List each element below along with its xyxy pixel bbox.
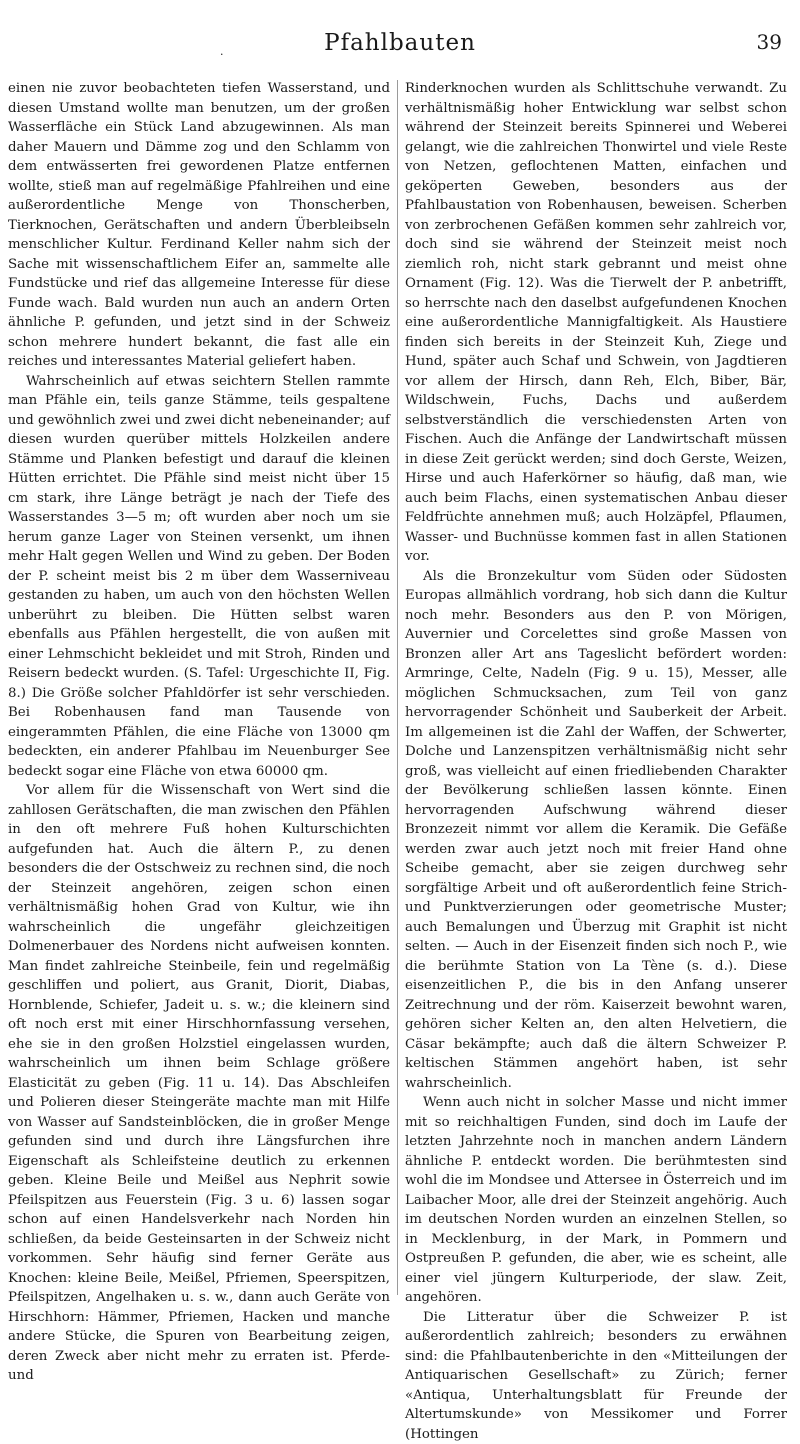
right-paragraph-3: Wenn auch nicht in solcher Masse und nicht immer mit so reichhaltigen Funden, sind doch im Laufe der letzten Jahrzehnte noch in manchen andern Ländern ähnliche P. entdeckt worden. Die berühmtesten sind wohl die im Mondsee und Attersee in Österreich und im Laibacher Moor, alle drei der Steinzeit angehörig. Auch im deutschen Norden wurden an einzelnen Stellen, so in Mecklenburg, in der Mark, in Pommern und Ostpreußen P. gefunden, die aber, wie es scheint, alle einer viel jüngern Kulturperiode, der slaw. Zeit, angehören. bbox=[405, 1093, 787, 1308]
page-number: 39 bbox=[757, 30, 782, 54]
right-paragraph-4: Die Litteratur über die Schweizer P. ist außerordentlich zahlreich; besonders zu erwähnen sind: die Pfahlbautenberichte in den «Mitteilungen der Antiquarischen Gesellschaft» zu Zürich; ferner «Antiqua, Unterhaltungsblatt für Freunde der Altertumskunde» von Messikomer und Forrer (Hottingen bbox=[405, 1308, 787, 1444]
left-column bbox=[8, 79, 390, 1299]
header-mark: · bbox=[220, 48, 224, 61]
left-paragraph-1: einen nie zuvor beobachteten tiefen Wasserstand, und diesen Umstand wollte man benutzen, um der großen Wasserfläche ein Stück Land abzugewinnen. Als man daher Mauern und Dämme zog und den Schlamm von dem entwässerten frei gewordenen Platze entfernen wollte, stieß man auf regelmäßige Pfahlreihen und eine außerordentliche Menge von Thonscherben, Tierknochen, Gerätschaften und andern Überbleibseln menschlicher Kultur. Ferdinand Keller nahm sich der Sache mit wissenschaftlichem Eifer an, sammelte alle Fundstücke und rief das allgemeine Interesse für diese Funde wach. Bald wurden nun auch an andern Orten ähnliche P. gefunden, und jetzt sind in der Schweiz schon mehrere hundert bekannt, die fast alle ein reiches und interessantes Material geliefert haben. bbox=[8, 79, 390, 372]
running-head-title: Pfahlbauten bbox=[12, 30, 788, 56]
left-paragraph-3: Vor allem für die Wissenschaft von Wert sind die zahllosen Gerätschaften, die man zwischen den Pfählen in den oft mehrere Fuß hohen Kulturschichten aufgefunden hat. Auch die ältern P., zu denen besonders die der Ostschweiz zu rechnen sind, die noch der Steinzeit angehören, zeigen schon einen verhältnismäßig hohen Grad von Kultur, wie ihn wahrscheinlich die ungefähr gleichzeitigen Dolmenerbauer des Nordens nicht aufweisen konnten. Man findet zahlreiche Steinbeile, fein und regelmäßig geschliffen und poliert, aus Granit, Diorit, Diabas, Hornblende, Schiefer, Jadeit u. s. w.; die kleinern sind oft noch erst mit einer Hirschhornfassung versehen, ehe sie in den großen Holzstiel eingelassen wurden, wahrscheinlich um ihnen beim Schlage größere Elasticität zu geben (Fig. 11 u. 14). Das Abschleifen und Polieren dieser Steingeräte machte man mit Hilfe von Wasser auf Sandsteinblöcken, die in großer Menge gefunden sind und durch ihre Längsfurchen ihre Eigenschaft als Schleifsteine deutlich zu erkennen geben. Kleine Beile und Meißel aus Nephrit sowie Pfeilspitzen aus Feuerstein (Fig. 3 u. 6) lassen sogar schon auf einen Handelsverkehr nach Norden hin schließen, da beide Gesteinsarten in der Schweiz nicht vorkommen. Sehr häufig sind ferner Geräte aus Knochen: kleine Beile, Meißel, Pfriemen, Speerspitzen, Pfeilspitzen, Angelhaken u. s. w., dann auch Geräte von Hirschhorn: Hämmer, Pfriemen, Hacken und manche andere Stücke, die Spuren von Bearbeitung zeigen, deren Zweck aber nicht mehr zu erraten ist. Pferde- und bbox=[8, 781, 390, 1386]
right-column bbox=[405, 79, 787, 1299]
column-divider bbox=[397, 80, 398, 1295]
right-paragraph-1: Rinderknochen wurden als Schlittschuhe verwandt. Zu verhältnismäßig hoher Entwicklung war selbst schon während der Steinzeit bereits Spinnerei und Weberei gelangt, wie die zahlreichen Thonwirtel und viele Reste von Netzen, geflochtenen Matten, einfachen und geköperten Geweben, besonders aus der Pfahlbaustation von Robenhausen, beweisen. Scherben von zerbrochenen Gefäßen kommen sehr zahlreich vor, doch sind sie während der Steinzeit meist noch ziemlich roh, nicht stark gebrannt und meist ohne Ornament (Fig. 12). Was die Tierwelt der P. anbetrifft, so herrschte nach den daselbst aufgefundenen Knochen eine außerordentliche Mannigfaltigkeit. Als Haustiere finden sich bereits in der Steinzeit Kuh, Ziege und Hund, später auch Schaf und Schwein, von Jagdtieren vor allem der Hirsch, dann Reh, Elch, Biber, Bär, Wildschwein, Fuchs, Dachs und außerdem selbstverständlich die verschiedensten Arten von Fischen. Auch die Anfänge der Landwirtschaft müssen in diese Zeit gerückt werden; sind doch Gerste, Weizen, Hirse und auch Haferkörner so häufig, daß man, wie auch beim Flachs, einen systematischen Anbau dieser Feldfrüchte annehmen muß; auch Holzäpfel, Pflaumen, Wasser- und Buchnüsse kommen fast in allen Stationen vor. bbox=[405, 79, 787, 567]
right-paragraph-2: Als die Bronzekultur vom Süden oder Südosten Europas allmählich vordrang, hob sich dann die Kultur noch mehr. Besonders aus den P. von Mörigen, Auvernier und Corcelettes sind große Massen von Bronzen aller Art ans Tageslicht befördert worden: Armringe, Celte, Nadeln (Fig. 9 u. 15), Messer, alle möglichen Schmucksachen, zum Teil von ganz hervorragender Schönheit und Sauberkeit der Arbeit. Im allgemeinen ist die Zahl der Waffen, der Schwerter, Dolche und Lanzenspitzen verhältnismäßig nicht sehr groß, was vielleicht auf einen friedliebenden Charakter der Bevölkerung schließen lassen könnte. Einen hervorragenden Aufschwung während dieser Bronzezeit nimmt vor allem die Keramik. Die Gefäße werden zwar auch jetzt noch mit freier Hand ohne Scheibe gemacht, aber sie zeigen durchweg sehr sorgfältige Arbeit und oft außerordentlich feine Strich- und Punktverzierungen oder geometrische Muster; auch Bemalungen und Überzug mit Graphit ist nicht selten. — Auch in der Eisenzeit finden sich noch P., wie die berühmte Station von La Tène (s. d.). Diese eisenzeitlichen P., die bis in den Anfang unserer Zeitrechnung und der röm. Kaiserzeit bewohnt waren, gehören sicher Kelten an, den alten Helvetiern, die Cäsar bekämpfte; auch daß die ältern Schweizer P. keltischen Stämmen angehört haben, ist sehr wahrscheinlich. bbox=[405, 567, 787, 1094]
left-paragraph-2: Wahrscheinlich auf etwas seichtern Stellen rammte man Pfähle ein, teils ganze Stämme, teils gespaltene und gewöhnlich zwei und zwei dicht nebeneinander; auf diesen wurden querüber mittels Holzkeilen andere Stämme und Planken befestigt und darauf die kleinen Hütten errichtet. Die Pfähle sind meist nicht über 15 cm stark, ihre Länge beträgt je nach der Tiefe des Wasserstandes 3—5 m; oft wurden aber noch um sie herum ganze Lager von Steinen versenkt, um ihnen mehr Halt gegen Wellen und Wind zu geben. Der Boden der P. scheint meist bis 2 m über dem Wasserniveau gestanden zu haben, um auch von den höchsten Wellen unberührt zu bleiben. Die Hütten selbst waren ebenfalls aus Pfählen hergestellt, die von außen mit einer Lehmschicht bekleidet und mit Stroh, Rinden und Reisern bedeckt wurden. (S. Tafel: Urgeschichte II, Fig. 8.) Die Größe solcher Pfahldörfer ist sehr verschieden. Bei Robenhausen fand man Tausende von eingerammten Pfählen, die eine Fläche von 13000 qm bedeckten, ein anderer Pfahlbau im Neuenburger See bedeckt sogar eine Fläche von etwa 60000 qm. bbox=[8, 372, 390, 782]
page-header bbox=[12, 30, 788, 70]
